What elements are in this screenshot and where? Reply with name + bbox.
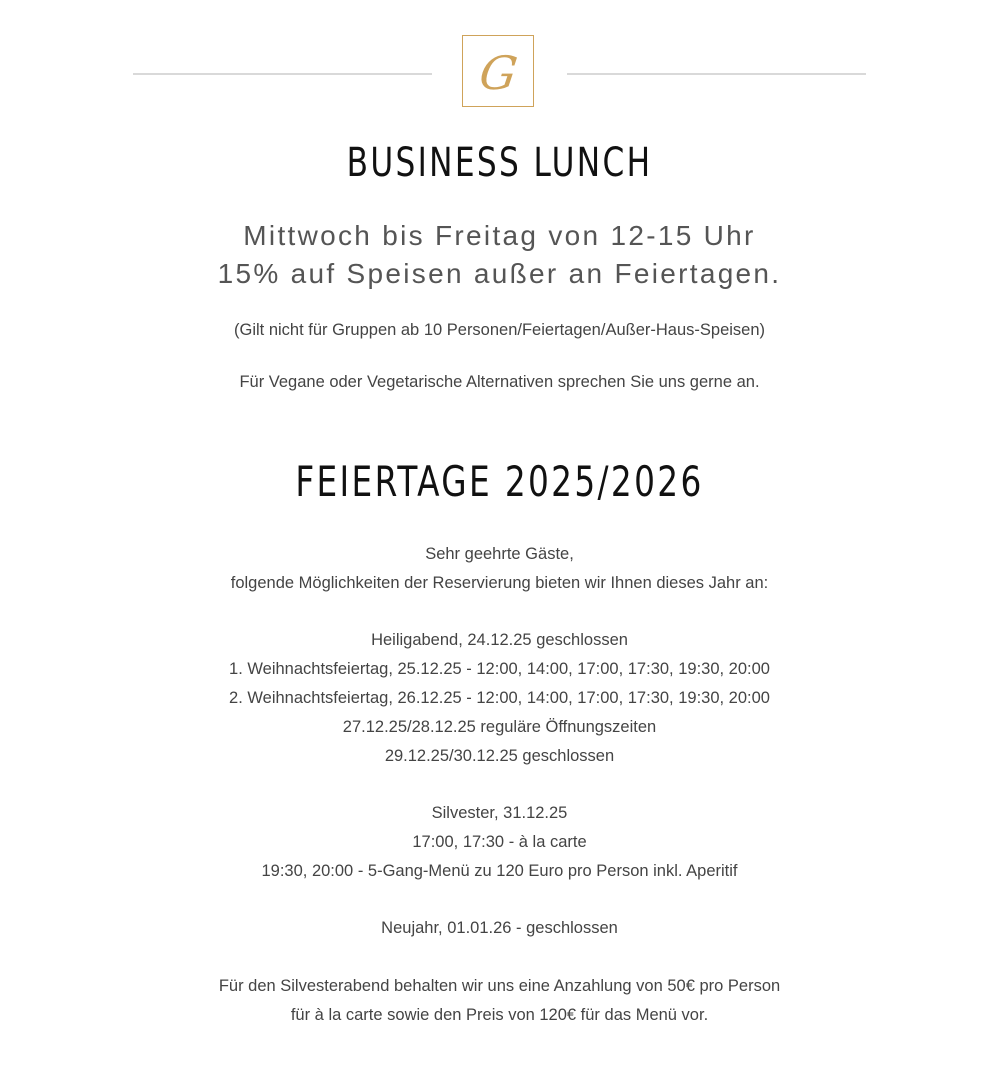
- business-lunch-note: (Gilt nicht für Gruppen ab 10 Personen/Feiertagen/Außer-Haus-Speisen): [233, 321, 766, 339]
- neujahr-line: Neujahr, 01.01.26 - geschlossen: [381, 919, 618, 937]
- divider-right: [567, 73, 866, 75]
- greeting-line: Sehr geehrte Gäste,: [425, 545, 574, 563]
- deposit-note: [0, 972, 999, 1030]
- business-lunch-hours: Mittwoch bis Freitag von 12-15 Uhr: [243, 220, 756, 251]
- divider-left: [133, 73, 432, 75]
- logo: [462, 35, 534, 107]
- business-lunch-discount: 15% auf Speisen außer an Feiertagen.: [217, 258, 782, 289]
- silvester-line: 19:30, 20:00 - 5-Gang-Menü zu 120 Euro pro Person inkl. Aperitif: [261, 862, 738, 880]
- business-lunch-subtitle: [0, 217, 999, 293]
- business-lunch-title: BUSINESS LUNCH: [346, 140, 653, 186]
- deposit-line: für à la carte sowie den Preis von 120€ für das Menü vor.: [290, 1006, 709, 1024]
- holiday-dates-list: [0, 626, 999, 771]
- vegan-note: Für Vegane oder Vegetarische Alternativen sprechen Sie uns gerne an.: [239, 373, 760, 391]
- silvester-line: 17:00, 17:30 - à la carte: [412, 833, 587, 851]
- silvester-line: Silvester, 31.12.25: [431, 804, 568, 822]
- deposit-line: Für den Silvesterabend behalten wir uns eine Anzahlung von 50€ pro Person: [218, 977, 781, 995]
- holidays-title: FEIERTAGE 2025/2026: [295, 457, 704, 506]
- silvester-section: [0, 799, 999, 886]
- holiday-date-item: 2. Weihnachtsfeiertag, 26.12.25 - 12:00, 14:00, 17:00, 17:30, 19:30, 20:00: [229, 689, 770, 707]
- holidays-greeting: [0, 540, 999, 598]
- holiday-date-item: 27.12.25/28.12.25 reguläre Öffnungszeiten: [342, 718, 657, 736]
- holiday-date-item: 29.12.25/30.12.25 geschlossen: [384, 747, 615, 765]
- holiday-date-item: Heiligabend, 24.12.25 geschlossen: [371, 631, 628, 649]
- holiday-date-item: 1. Weihnachtsfeiertag, 25.12.25 - 12:00, 14:00, 17:00, 17:30, 19:30, 20:00: [229, 660, 770, 678]
- greeting-line: folgende Möglichkeiten der Reservierung bieten wir Ihnen dieses Jahr an:: [230, 574, 769, 592]
- logo-monogram: G: [475, 46, 521, 100]
